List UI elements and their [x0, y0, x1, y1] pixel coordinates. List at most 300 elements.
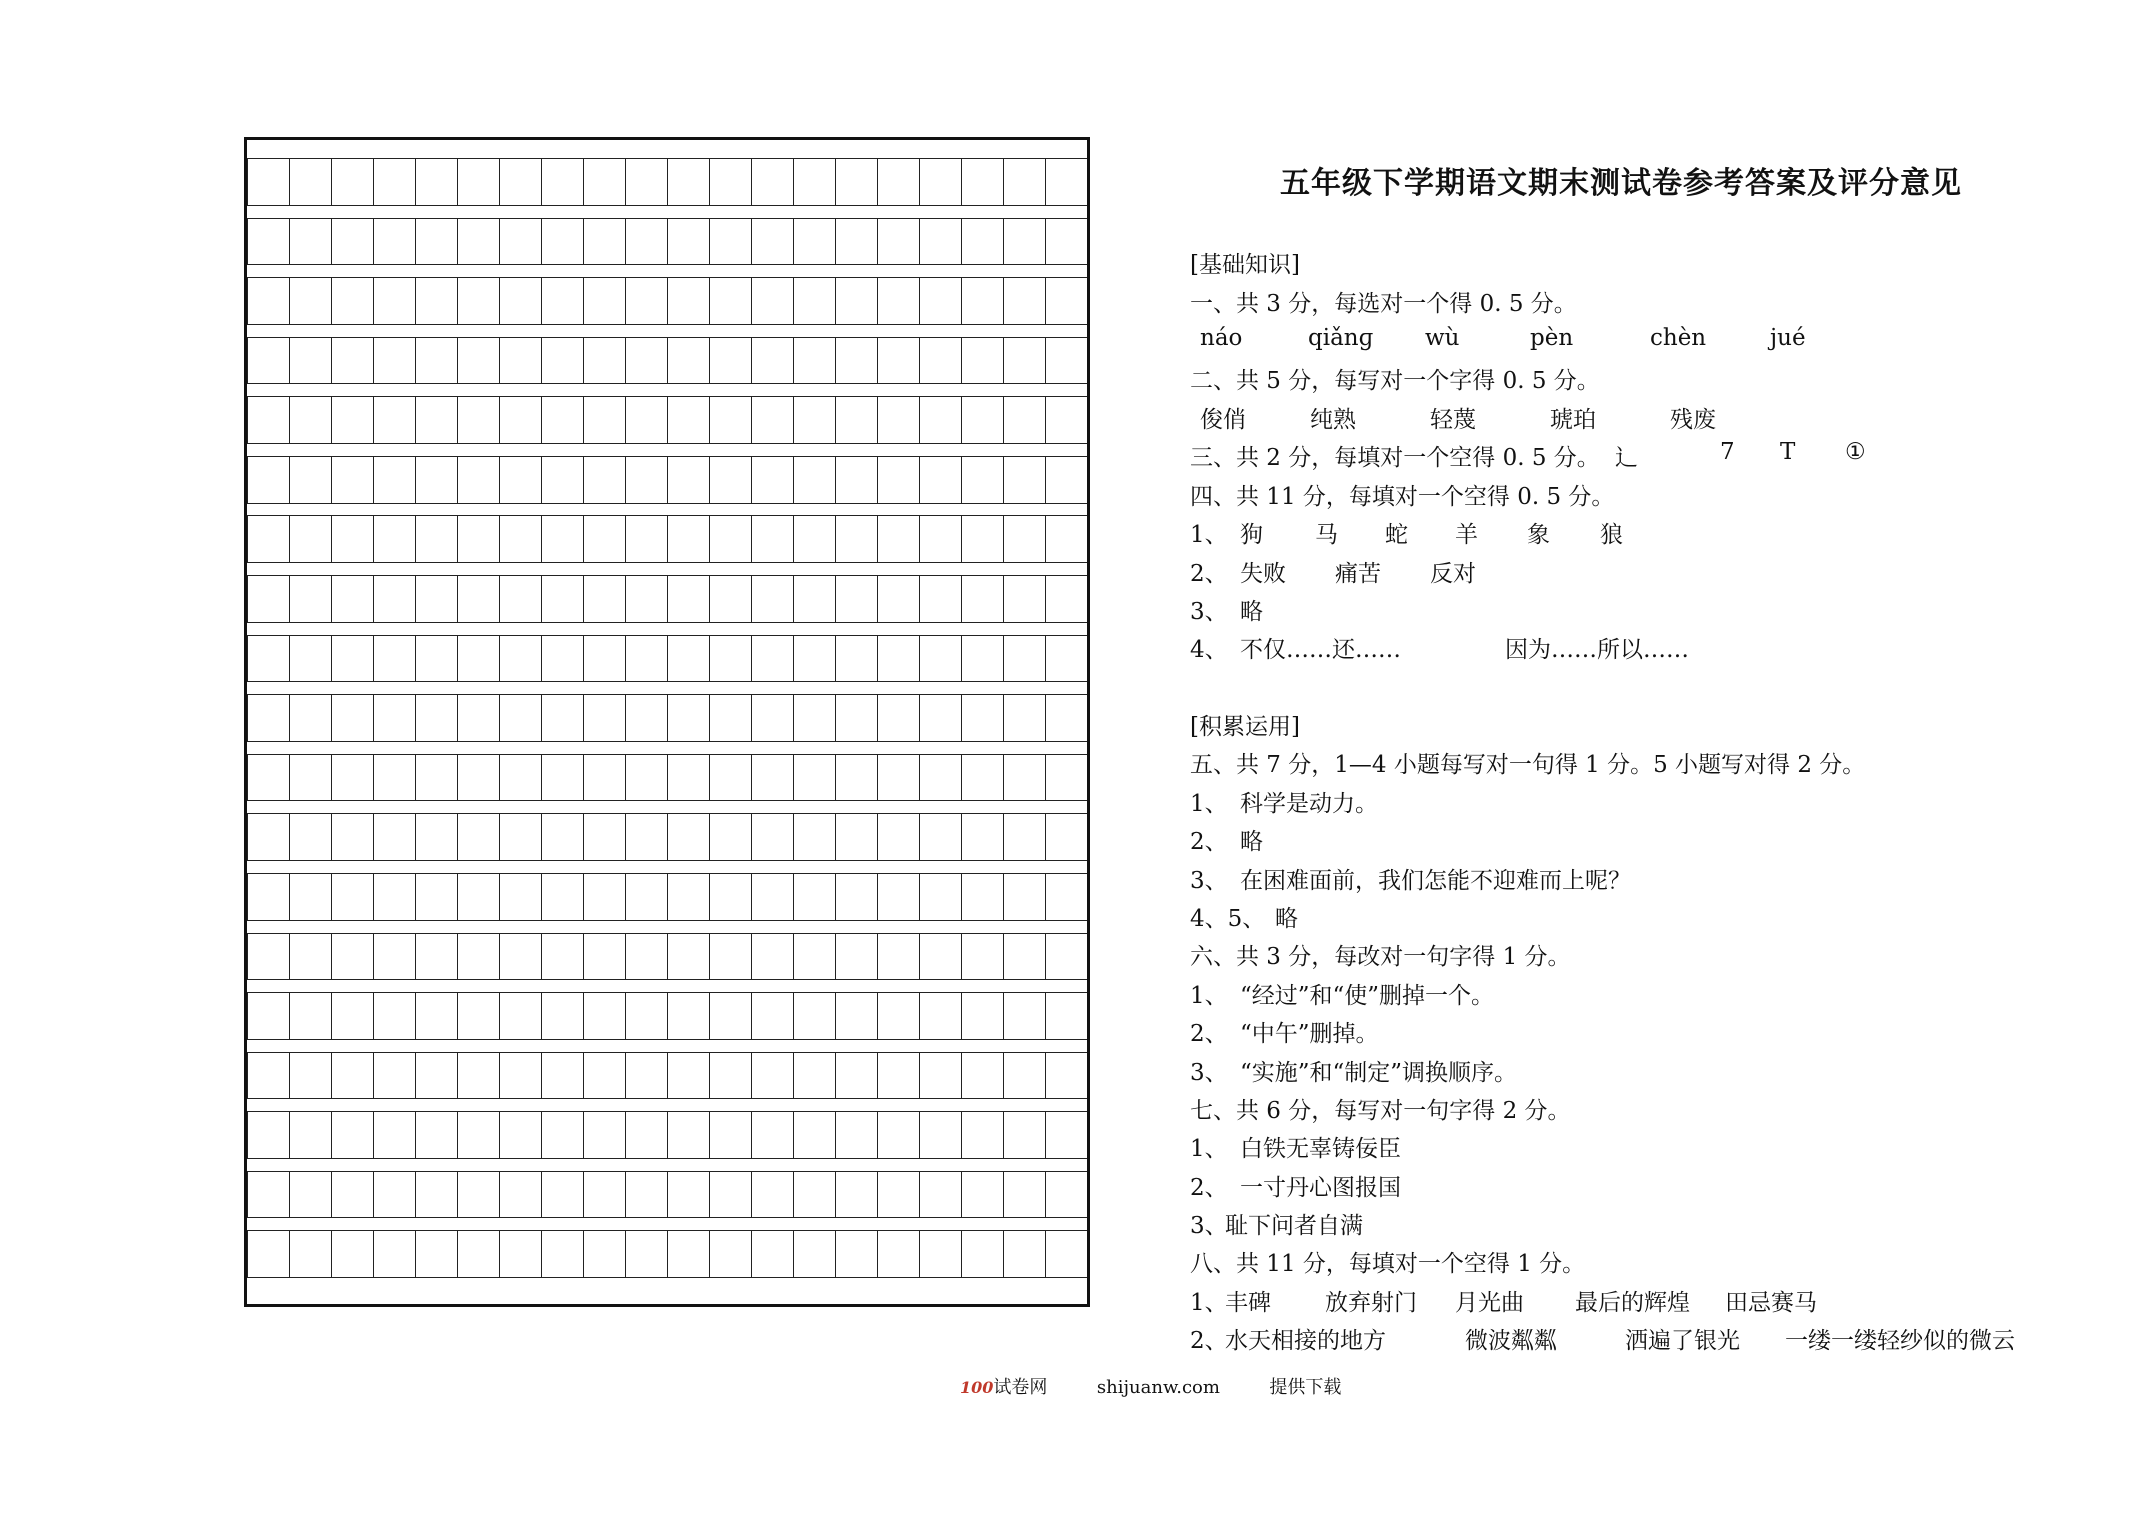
grid-cell: [584, 338, 626, 384]
q8-item1-answer: 最后的辉煌: [1575, 1290, 1690, 1316]
q8-item1-answer: 丰碑: [1225, 1290, 1271, 1316]
q4-item2-answer: 失败: [1240, 561, 1286, 587]
grid-cell: [416, 516, 458, 562]
grid-cell: [500, 397, 542, 443]
grid-cell: [416, 695, 458, 741]
grid-cell: [962, 934, 1004, 980]
q4-item1-answer: 蛇: [1385, 522, 1408, 548]
q7-answer: 白铁无辜铸佞臣: [1240, 1136, 1401, 1162]
grid-cell: [626, 636, 668, 682]
item-number: 2、: [1190, 1328, 1228, 1354]
grid-row: [247, 337, 1087, 385]
grid-cell: [247, 219, 290, 265]
grid-cell: [710, 576, 752, 622]
grid-cell: [332, 397, 374, 443]
item-number: 1、: [1190, 1290, 1228, 1316]
grid-cell: [794, 397, 836, 443]
q1-answer: qiǎnɡ: [1308, 325, 1374, 351]
grid-cell: [962, 219, 1004, 265]
grid-cell: [668, 874, 710, 920]
grid-cell: [920, 219, 962, 265]
grid-cell: [962, 278, 1004, 324]
grid-cell: [794, 516, 836, 562]
grid-cell: [920, 1112, 962, 1158]
q5-answer: 略: [1240, 829, 1263, 855]
grid-cell: [332, 814, 374, 860]
grid-cell: [500, 576, 542, 622]
grid-cell: [962, 636, 1004, 682]
grid-cell: [626, 1053, 668, 1099]
item-number: 1、: [1190, 522, 1228, 548]
grid-cell: [668, 457, 710, 503]
grid-cell: [1046, 636, 1087, 682]
grid-cell: [1046, 1112, 1087, 1158]
grid-row: [247, 396, 1087, 444]
grid-cell: [878, 159, 920, 205]
grid-cell: [668, 993, 710, 1039]
grid-cell: [962, 874, 1004, 920]
q1-answer: wù: [1425, 325, 1460, 351]
item-number: 4、: [1190, 637, 1228, 663]
grid-cell: [500, 874, 542, 920]
grid-cell: [710, 1112, 752, 1158]
grid-cell: [542, 1231, 584, 1277]
grid-cell: [1004, 636, 1046, 682]
grid-cell: [374, 695, 416, 741]
grid-cell: [878, 516, 920, 562]
grid-cell: [542, 1053, 584, 1099]
grid-cell: [416, 457, 458, 503]
grid-cell: [1004, 934, 1046, 980]
grid-cell: [542, 874, 584, 920]
grid-cell: [542, 338, 584, 384]
grid-cell: [836, 636, 878, 682]
q8-item2-answer: 水天相接的地方: [1225, 1328, 1386, 1354]
grid-cell: [584, 755, 626, 801]
item-number: 1、: [1190, 983, 1228, 1009]
grid-cell: [458, 1053, 500, 1099]
grid-cell: [1004, 219, 1046, 265]
grid-cell: [1004, 457, 1046, 503]
grid-cell: [1046, 219, 1087, 265]
q4-item4-answer: 不仅……还……: [1240, 637, 1401, 663]
grid-cell: [794, 278, 836, 324]
grid-cell: [668, 1172, 710, 1218]
item-number: 3、: [1190, 1213, 1228, 1239]
grid-cell: [500, 755, 542, 801]
grid-cell: [1046, 934, 1087, 980]
grid-cell: [290, 1053, 332, 1099]
grid-cell: [794, 934, 836, 980]
grid-cell: [416, 1053, 458, 1099]
grid-cell: [416, 338, 458, 384]
grid-cell: [542, 814, 584, 860]
section-accumulation: [积累运用]: [1190, 714, 1300, 740]
grid-cell: [710, 159, 752, 205]
grid-cell: [374, 934, 416, 980]
q4-item4-answer: 因为……所以……: [1505, 637, 1689, 663]
q4-item1-answer: 狼: [1600, 522, 1623, 548]
grid-cell: [920, 1053, 962, 1099]
grid-cell: [626, 1172, 668, 1218]
grid-cell: [500, 1053, 542, 1099]
grid-cell: [332, 1053, 374, 1099]
grid-cell: [878, 755, 920, 801]
grid-cell: [836, 457, 878, 503]
grid-cell: [962, 695, 1004, 741]
grid-cell: [878, 219, 920, 265]
grid-cell: [1004, 159, 1046, 205]
q1-answer: pèn: [1530, 325, 1574, 351]
grid-cell: [584, 278, 626, 324]
grid-cell: [1004, 278, 1046, 324]
grid-cell: [1046, 159, 1087, 205]
grid-cell: [752, 755, 794, 801]
grid-cell: [1046, 993, 1087, 1039]
grid-cell: [374, 1112, 416, 1158]
grid-cell: [878, 636, 920, 682]
q1-answer: náo: [1200, 325, 1243, 351]
grid-cell: [668, 219, 710, 265]
grid-cell: [500, 278, 542, 324]
grid-cell: [374, 278, 416, 324]
grid-cell: [836, 219, 878, 265]
grid-cell: [920, 159, 962, 205]
grid-cell: [374, 814, 416, 860]
grid-cell: [584, 516, 626, 562]
grid-cell: [332, 874, 374, 920]
grid-cell: [710, 219, 752, 265]
grid-cell: [794, 457, 836, 503]
grid-cell: [1004, 874, 1046, 920]
grid-cell: [836, 993, 878, 1039]
grid-cell: [458, 1231, 500, 1277]
grid-row: [247, 754, 1087, 802]
item-number: 3、: [1190, 599, 1228, 625]
grid-cell: [626, 576, 668, 622]
grid-cell: [290, 278, 332, 324]
grid-cell: [878, 278, 920, 324]
grid-cell: [416, 874, 458, 920]
grid-cell: [752, 219, 794, 265]
grid-cell: [374, 755, 416, 801]
site-name: 试卷网: [993, 1377, 1048, 1398]
grid-cell: [416, 1231, 458, 1277]
grid-cell: [542, 576, 584, 622]
grid-cell: [416, 934, 458, 980]
grid-cell: [332, 636, 374, 682]
grid-cell: [458, 397, 500, 443]
grid-cell: [794, 219, 836, 265]
grid-cell: [416, 993, 458, 1039]
grid-row: [247, 992, 1087, 1040]
grid-cell: [374, 1231, 416, 1277]
grid-cell: [710, 636, 752, 682]
grid-cell: [878, 397, 920, 443]
grid-cell: [668, 1231, 710, 1277]
grid-cell: [332, 278, 374, 324]
grid-cell: [668, 814, 710, 860]
grid-cell: [500, 219, 542, 265]
page-title: 五年级下学期语文期末测试卷参考答案及评分意见: [1280, 166, 1962, 201]
grid-cell: [332, 576, 374, 622]
q6-answer: “实施”和“制定”调换顺序。: [1240, 1060, 1518, 1086]
grid-cell: [752, 159, 794, 205]
grid-cell: [962, 1172, 1004, 1218]
grid-cell: [1046, 695, 1087, 741]
item-number: 2、: [1190, 561, 1228, 587]
grid-cell: [710, 755, 752, 801]
grid-cell: [500, 159, 542, 205]
grid-cell: [710, 1172, 752, 1218]
grid-cell: [290, 159, 332, 205]
grid-cell: [416, 1172, 458, 1218]
grid-cell: [794, 993, 836, 1039]
grid-cell: [920, 457, 962, 503]
grid-cell: [542, 219, 584, 265]
q4-item1-answer: 象: [1527, 522, 1550, 548]
grid-cell: [542, 934, 584, 980]
q6-answer: “中午”删掉。: [1240, 1021, 1379, 1047]
grid-cell: [920, 516, 962, 562]
grid-cell: [1004, 755, 1046, 801]
grid-cell: [374, 516, 416, 562]
grid-cell: [794, 695, 836, 741]
q1-answer: chèn: [1650, 325, 1707, 351]
grid-cell: [458, 1172, 500, 1218]
grid-cell: [710, 993, 752, 1039]
site-logo: 100: [960, 1378, 994, 1397]
grid-cell: [332, 516, 374, 562]
q1-instruction: 一、共 3 分，每选对一个得 0. 5 分。: [1190, 291, 1577, 317]
grid-cell: [458, 636, 500, 682]
grid-row: [247, 1171, 1087, 1219]
grid-cell: [878, 1172, 920, 1218]
grid-cell: [626, 219, 668, 265]
grid-cell: [836, 874, 878, 920]
grid-cell: [626, 397, 668, 443]
site-url[interactable]: shijuanw.com: [1096, 1377, 1220, 1398]
q2-answer: 琥珀: [1550, 407, 1596, 433]
grid-cell: [668, 338, 710, 384]
q4-item2-answer: 反对: [1430, 561, 1476, 587]
grid-cell: [920, 874, 962, 920]
grid-cell: [500, 457, 542, 503]
grid-cell: [752, 636, 794, 682]
grid-cell: [752, 874, 794, 920]
grid-cell: [542, 397, 584, 443]
grid-cell: [626, 1112, 668, 1158]
grid-cell: [500, 516, 542, 562]
grid-cell: [710, 695, 752, 741]
grid-cell: [710, 814, 752, 860]
grid-cell: [962, 159, 1004, 205]
grid-cell: [920, 695, 962, 741]
grid-cell: [920, 934, 962, 980]
grid-cell: [668, 576, 710, 622]
grid-cell: [416, 1112, 458, 1158]
grid-cell: [542, 636, 584, 682]
grid-cell: [458, 934, 500, 980]
grid-cell: [836, 516, 878, 562]
grid-row: [247, 277, 1087, 325]
grid-cell: [878, 695, 920, 741]
grid-cell: [290, 397, 332, 443]
grid-cell: [247, 874, 290, 920]
q5-answer: 科学是动力。: [1240, 791, 1378, 817]
grid-cell: [332, 1231, 374, 1277]
grid-cell: [752, 516, 794, 562]
grid-cell: [836, 159, 878, 205]
grid-cell: [458, 457, 500, 503]
grid-cell: [332, 755, 374, 801]
grid-row: [247, 933, 1087, 981]
grid-cell: [542, 1112, 584, 1158]
item-number: 2、: [1190, 1021, 1228, 1047]
grid-cell: [1004, 1112, 1046, 1158]
grid-cell: [500, 1112, 542, 1158]
grid-cell: [836, 934, 878, 980]
grid-cell: [794, 755, 836, 801]
grid-cell: [247, 338, 290, 384]
grid-cell: [542, 1172, 584, 1218]
grid-cell: [1004, 695, 1046, 741]
grid-cell: [416, 397, 458, 443]
q1-answer: jué: [1770, 325, 1806, 351]
grid-cell: [458, 874, 500, 920]
grid-cell: [878, 874, 920, 920]
q7-instruction: 七、共 6 分，每写对一句字得 2 分。: [1190, 1098, 1571, 1124]
grid-cell: [416, 636, 458, 682]
grid-cell: [584, 397, 626, 443]
q2-answer: 轻蔑: [1430, 407, 1476, 433]
grid-cell: [920, 1172, 962, 1218]
grid-cell: [374, 1053, 416, 1099]
grid-cell: [458, 695, 500, 741]
grid-cell: [626, 278, 668, 324]
item-number: 2、: [1190, 829, 1228, 855]
grid-cell: [374, 338, 416, 384]
grid-cell: [290, 338, 332, 384]
grid-cell: [290, 457, 332, 503]
grid-cell: [584, 1231, 626, 1277]
grid-row: [247, 575, 1087, 623]
grid-cell: [962, 1231, 1004, 1277]
grid-cell: [920, 576, 962, 622]
grid-cell: [458, 576, 500, 622]
q4-item2-answer: 痛苦: [1335, 561, 1381, 587]
grid-cell: [247, 993, 290, 1039]
q4-item1-answer: 羊: [1455, 522, 1478, 548]
q4-item1-answer: 马: [1315, 522, 1338, 548]
grid-cell: [878, 993, 920, 1039]
grid-cell: [584, 636, 626, 682]
grid-cell: [710, 934, 752, 980]
grid-cell: [626, 457, 668, 503]
grid-cell: [1046, 1053, 1087, 1099]
grid-cell: [290, 755, 332, 801]
grid-cell: [374, 1172, 416, 1218]
q8-instruction: 八、共 11 分，每填对一个空得 1 分。: [1190, 1251, 1586, 1277]
grid-cell: [626, 516, 668, 562]
grid-cell: [416, 814, 458, 860]
grid-cell: [626, 755, 668, 801]
grid-cell: [458, 338, 500, 384]
grid-cell: [374, 159, 416, 205]
grid-cell: [962, 576, 1004, 622]
grid-cell: [836, 338, 878, 384]
grid-cell: [836, 755, 878, 801]
grid-cell: [332, 159, 374, 205]
grid-cell: [500, 934, 542, 980]
grid-cell: [1004, 1053, 1046, 1099]
grid-cell: [836, 278, 878, 324]
q3-answer: 辶: [1615, 445, 1638, 471]
q2-answer: 纯熟: [1310, 407, 1356, 433]
grid-cell: [794, 874, 836, 920]
grid-cell: [332, 993, 374, 1039]
grid-cell: [794, 636, 836, 682]
grid-cell: [668, 934, 710, 980]
grid-cell: [584, 1053, 626, 1099]
grid-cell: [710, 278, 752, 324]
grid-cell: [752, 1172, 794, 1218]
q3-answer: 7: [1720, 439, 1735, 465]
grid-cell: [584, 993, 626, 1039]
grid-cell: [1004, 338, 1046, 384]
grid-cell: [1004, 1231, 1046, 1277]
grid-cell: [836, 397, 878, 443]
grid-cell: [668, 1053, 710, 1099]
grid-cell: [836, 695, 878, 741]
grid-cell: [584, 457, 626, 503]
grid-cell: [584, 1172, 626, 1218]
grid-cell: [247, 695, 290, 741]
grid-cell: [247, 1172, 290, 1218]
grid-cell: [500, 1231, 542, 1277]
grid-row: [247, 694, 1087, 742]
q8-item1-answer: 月光曲: [1455, 1290, 1524, 1316]
grid-cell: [710, 1231, 752, 1277]
grid-cell: [1046, 814, 1087, 860]
grid-cell: [247, 457, 290, 503]
grid-cell: [290, 1231, 332, 1277]
grid-cell: [542, 278, 584, 324]
grid-cell: [584, 219, 626, 265]
grid-cell: [584, 695, 626, 741]
grid-cell: [500, 814, 542, 860]
grid-cell: [416, 219, 458, 265]
grid-cell: [836, 576, 878, 622]
grid-cell: [752, 278, 794, 324]
grid-cell: [290, 934, 332, 980]
grid-cell: [836, 1053, 878, 1099]
grid-cell: [458, 755, 500, 801]
grid-cell: [878, 576, 920, 622]
grid-cell: [500, 993, 542, 1039]
grid-cell: [500, 338, 542, 384]
grid-cell: [962, 1053, 1004, 1099]
q4-item3-answer: 略: [1240, 599, 1263, 625]
grid-cell: [247, 576, 290, 622]
grid-cell: [542, 755, 584, 801]
q5-instruction: 五、共 7 分，1—4 小题每写对一句得 1 分。5 小题写对得 2 分。: [1190, 752, 1866, 778]
grid-cell: [374, 576, 416, 622]
grid-cell: [668, 1112, 710, 1158]
grid-cell: [1004, 397, 1046, 443]
grid-cell: [247, 755, 290, 801]
grid-cell: [1046, 338, 1087, 384]
